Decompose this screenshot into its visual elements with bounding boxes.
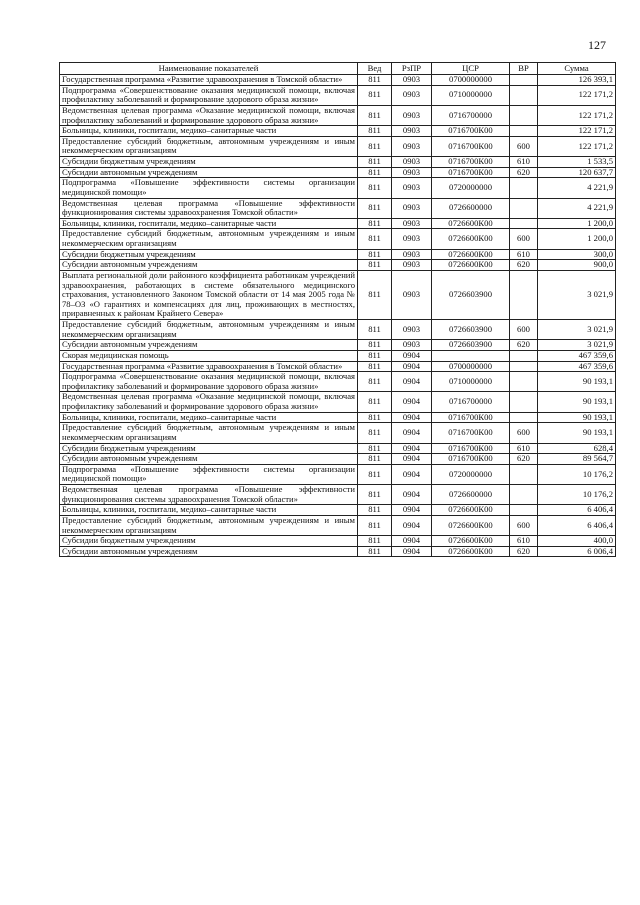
- cell-name: Больницы, клиники, госпитали, медико–санитарные части: [60, 412, 358, 423]
- table-row: [60, 546, 616, 557]
- cell-rzpr: 0903: [392, 126, 432, 137]
- cell-rzpr: 0904: [392, 423, 432, 443]
- cell-sum: 3 021,9: [538, 340, 616, 351]
- budget-table: [59, 62, 616, 557]
- cell-ved: 811: [358, 443, 392, 454]
- cell-name: Государственная программа «Развитие здравоохранения в Томской области»: [60, 75, 358, 86]
- cell-sum: 900,0: [538, 260, 616, 271]
- table-row: [60, 218, 616, 229]
- cell-vr: [510, 464, 538, 484]
- cell-name: Субсидии бюджетным учреждениям: [60, 536, 358, 547]
- cell-csr: 0720000000: [432, 464, 510, 484]
- cell-ved: 811: [358, 167, 392, 178]
- cell-vr: 620: [510, 260, 538, 271]
- cell-sum: 1 200,0: [538, 229, 616, 249]
- cell-sum: 10 176,2: [538, 464, 616, 484]
- cell-ved: 811: [358, 126, 392, 137]
- table-row: [60, 392, 616, 412]
- cell-csr: 0716700К00: [432, 443, 510, 454]
- table-row: [60, 423, 616, 443]
- table-body: [60, 75, 616, 557]
- cell-csr: 0726600К00: [432, 505, 510, 516]
- cell-name: Субсидии автономным учреждениям: [60, 167, 358, 178]
- cell-name: Субсидии бюджетным учреждениям: [60, 157, 358, 168]
- cell-ved: 811: [358, 229, 392, 249]
- cell-csr: 0716700К00: [432, 157, 510, 168]
- cell-rzpr: 0904: [392, 443, 432, 454]
- cell-vr: [510, 126, 538, 137]
- cell-sum: 6 006,4: [538, 546, 616, 557]
- header-rzpr: РзПР: [392, 63, 432, 75]
- cell-ved: 811: [358, 75, 392, 86]
- table-row: [60, 249, 616, 260]
- cell-ved: 811: [358, 412, 392, 423]
- cell-ved: 811: [358, 218, 392, 229]
- cell-vr: [510, 372, 538, 392]
- cell-vr: [510, 350, 538, 361]
- cell-vr: 610: [510, 536, 538, 547]
- cell-sum: 1 200,0: [538, 218, 616, 229]
- cell-name: Ведомственная целевая программа «Повышение эффективности функционирования системы здравоохранения Томской области»: [60, 198, 358, 218]
- cell-sum: 90 193,1: [538, 392, 616, 412]
- cell-csr: 0726600К00: [432, 229, 510, 249]
- table-row: [60, 85, 616, 105]
- cell-rzpr: 0903: [392, 157, 432, 168]
- cell-ved: 811: [358, 178, 392, 198]
- table-row: [60, 485, 616, 505]
- cell-name: Скорая медицинская помощь: [60, 350, 358, 361]
- cell-csr: [432, 350, 510, 361]
- cell-name: Выплата региональной доли районного коэффициента работникам учреждений здравоохранения, работающих в системе обязательного медицинского страхования, установленного Законом Томской области от 14 мая 2005 года № 78–ОЗ «О гарантиях и компенсациях для лиц, проживающих в местностях, приравненных к районам Крайнего Севера»: [60, 270, 358, 319]
- cell-rzpr: 0904: [392, 412, 432, 423]
- cell-sum: 90 193,1: [538, 412, 616, 423]
- cell-vr: [510, 105, 538, 125]
- cell-sum: 3 021,9: [538, 320, 616, 340]
- cell-rzpr: 0903: [392, 260, 432, 271]
- cell-vr: [510, 485, 538, 505]
- cell-ved: 811: [358, 392, 392, 412]
- cell-rzpr: 0903: [392, 105, 432, 125]
- cell-csr: 0726603900: [432, 320, 510, 340]
- cell-rzpr: 0904: [392, 464, 432, 484]
- cell-ved: 811: [358, 536, 392, 547]
- cell-sum: 6 406,4: [538, 515, 616, 535]
- cell-ved: 811: [358, 136, 392, 156]
- table-row: [60, 270, 616, 319]
- cell-name: Субсидии автономным учреждениям: [60, 260, 358, 271]
- cell-ved: 811: [358, 454, 392, 465]
- cell-rzpr: 0904: [392, 546, 432, 557]
- cell-vr: [510, 412, 538, 423]
- cell-vr: 620: [510, 546, 538, 557]
- cell-rzpr: 0903: [392, 249, 432, 260]
- cell-vr: [510, 178, 538, 198]
- cell-ved: 811: [358, 372, 392, 392]
- cell-csr: 0716700000: [432, 392, 510, 412]
- cell-name: Больницы, клиники, госпитали, медико–санитарные части: [60, 218, 358, 229]
- cell-rzpr: 0904: [392, 372, 432, 392]
- cell-csr: 0716700К00: [432, 423, 510, 443]
- cell-vr: 600: [510, 320, 538, 340]
- cell-sum: 6 406,4: [538, 505, 616, 516]
- cell-rzpr: 0903: [392, 218, 432, 229]
- cell-name: Предоставление субсидий бюджетным, автономным учреждениям и иным некоммерческим организациям: [60, 423, 358, 443]
- cell-sum: 400,0: [538, 536, 616, 547]
- table-row: [60, 105, 616, 125]
- table-row: [60, 126, 616, 137]
- cell-sum: 120 637,7: [538, 167, 616, 178]
- cell-csr: 0716700000: [432, 105, 510, 125]
- table-row: [60, 515, 616, 535]
- cell-name: Предоставление субсидий бюджетным, автономным учреждениям и иным некоммерческим организациям: [60, 229, 358, 249]
- cell-ved: 811: [358, 361, 392, 372]
- cell-csr: 0726600К00: [432, 536, 510, 547]
- cell-ved: 811: [358, 423, 392, 443]
- cell-rzpr: 0903: [392, 136, 432, 156]
- cell-csr: 0726603900: [432, 270, 510, 319]
- cell-sum: 122 171,2: [538, 105, 616, 125]
- cell-ved: 811: [358, 464, 392, 484]
- cell-name: Подпрограмма «Повышение эффективности системы организации медицинской помощи»: [60, 178, 358, 198]
- cell-sum: 89 564,7: [538, 454, 616, 465]
- cell-name: Субсидии автономным учреждениям: [60, 340, 358, 351]
- cell-rzpr: 0903: [392, 229, 432, 249]
- cell-sum: 122 171,2: [538, 126, 616, 137]
- cell-name: Ведомственная целевая программа «Повышение эффективности функционирования системы здравоохранения Томской области»: [60, 485, 358, 505]
- cell-vr: 610: [510, 249, 538, 260]
- cell-rzpr: 0904: [392, 361, 432, 372]
- cell-name: Предоставление субсидий бюджетным, автономным учреждениям и иным некоммерческим организациям: [60, 136, 358, 156]
- cell-vr: [510, 198, 538, 218]
- cell-name: Предоставление субсидий бюджетным, автономным учреждениям и иным некоммерческим организациям: [60, 515, 358, 535]
- cell-sum: 10 176,2: [538, 485, 616, 505]
- cell-csr: 0710000000: [432, 85, 510, 105]
- cell-name: Субсидии автономным учреждениям: [60, 546, 358, 557]
- cell-ved: 811: [358, 105, 392, 125]
- cell-ved: 811: [358, 198, 392, 218]
- cell-name: Ведомственная целевая программа «Оказание медицинской помощи, включая профилактику заболеваний и формирование здорового образа жизни»: [60, 392, 358, 412]
- cell-csr: 0716700К00: [432, 412, 510, 423]
- table-row: [60, 464, 616, 484]
- table-row: [60, 350, 616, 361]
- cell-csr: 0716700К00: [432, 126, 510, 137]
- cell-vr: 610: [510, 443, 538, 454]
- cell-sum: 4 221,9: [538, 198, 616, 218]
- cell-rzpr: 0903: [392, 340, 432, 351]
- cell-csr: 0720000000: [432, 178, 510, 198]
- table-row: [60, 167, 616, 178]
- cell-rzpr: 0903: [392, 167, 432, 178]
- cell-csr: 0716700К00: [432, 454, 510, 465]
- cell-rzpr: 0904: [392, 515, 432, 535]
- cell-name: Подпрограмма «Повышение эффективности системы организации медицинской помощи»: [60, 464, 358, 484]
- table-row: [60, 443, 616, 454]
- cell-csr: 0726600К00: [432, 546, 510, 557]
- cell-sum: 1 533,5: [538, 157, 616, 168]
- table-row: [60, 505, 616, 516]
- cell-sum: 4 221,9: [538, 178, 616, 198]
- cell-rzpr: 0903: [392, 75, 432, 86]
- cell-ved: 811: [358, 340, 392, 351]
- cell-ved: 811: [358, 485, 392, 505]
- table-row: [60, 361, 616, 372]
- cell-sum: 90 193,1: [538, 372, 616, 392]
- cell-csr: 0700000000: [432, 75, 510, 86]
- cell-rzpr: 0904: [392, 350, 432, 361]
- cell-ved: 811: [358, 249, 392, 260]
- cell-csr: 0716700К00: [432, 167, 510, 178]
- cell-vr: [510, 361, 538, 372]
- table-row: [60, 136, 616, 156]
- cell-csr: 0726600К00: [432, 218, 510, 229]
- cell-sum: 122 171,2: [538, 85, 616, 105]
- cell-rzpr: 0904: [392, 392, 432, 412]
- cell-sum: 3 021,9: [538, 270, 616, 319]
- cell-name: Субсидии бюджетным учреждениям: [60, 249, 358, 260]
- cell-vr: 600: [510, 229, 538, 249]
- table-row: [60, 412, 616, 423]
- page-number: 127: [588, 38, 606, 52]
- cell-vr: 600: [510, 423, 538, 443]
- cell-vr: 600: [510, 515, 538, 535]
- cell-vr: 600: [510, 136, 538, 156]
- cell-csr: 0716700К00: [432, 136, 510, 156]
- cell-rzpr: 0904: [392, 454, 432, 465]
- cell-rzpr: 0904: [392, 505, 432, 516]
- table-row: [60, 229, 616, 249]
- cell-vr: [510, 270, 538, 319]
- cell-csr: 0726600К00: [432, 260, 510, 271]
- table-row: [60, 536, 616, 547]
- table-row: [60, 454, 616, 465]
- header-csr: ЦСР: [432, 63, 510, 75]
- cell-vr: 620: [510, 167, 538, 178]
- cell-ved: 811: [358, 320, 392, 340]
- cell-name: Больницы, клиники, госпитали, медико–санитарные части: [60, 126, 358, 137]
- table-row: [60, 372, 616, 392]
- cell-ved: 811: [358, 270, 392, 319]
- cell-name: Подпрограмма «Совершенствование оказания медицинской помощи, включая профилактику заболеваний и формирование здорового образа жизни»: [60, 372, 358, 392]
- header-name: Наименование показателей: [60, 63, 358, 75]
- cell-name: Предоставление субсидий бюджетным, автономным учреждениям и иным некоммерческим организациям: [60, 320, 358, 340]
- cell-csr: 0726600000: [432, 198, 510, 218]
- cell-ved: 811: [358, 350, 392, 361]
- cell-vr: 620: [510, 454, 538, 465]
- cell-vr: [510, 505, 538, 516]
- cell-csr: 0726600000: [432, 485, 510, 505]
- table-row: [60, 260, 616, 271]
- cell-name: Подпрограмма «Совершенствование оказания медицинской помощи, включая профилактику заболеваний и формирование здорового образа жизни»: [60, 85, 358, 105]
- table-header-row: [60, 63, 616, 75]
- cell-rzpr: 0904: [392, 536, 432, 547]
- header-sum: Сумма: [538, 63, 616, 75]
- cell-ved: 811: [358, 546, 392, 557]
- cell-ved: 811: [358, 260, 392, 271]
- cell-rzpr: 0903: [392, 270, 432, 319]
- table-row: [60, 320, 616, 340]
- cell-vr: [510, 85, 538, 105]
- header-ved: Вед: [358, 63, 392, 75]
- cell-name: Ведомственная целевая программа «Оказание медицинской помощи, включая профилактику заболеваний и формирование здорового образа жизни»: [60, 105, 358, 125]
- cell-vr: 620: [510, 340, 538, 351]
- cell-sum: 122 171,2: [538, 136, 616, 156]
- cell-sum: 90 193,1: [538, 423, 616, 443]
- cell-ved: 811: [358, 157, 392, 168]
- cell-sum: 126 393,1: [538, 75, 616, 86]
- cell-name: Государственная программа «Развитие здравоохранения в Томской области»: [60, 361, 358, 372]
- cell-ved: 811: [358, 515, 392, 535]
- table-row: [60, 340, 616, 351]
- cell-csr: 0726600К00: [432, 515, 510, 535]
- cell-csr: 0700000000: [432, 361, 510, 372]
- cell-csr: 0710000000: [432, 372, 510, 392]
- cell-vr: [510, 75, 538, 86]
- table-row: [60, 75, 616, 86]
- cell-rzpr: 0903: [392, 198, 432, 218]
- cell-csr: 0726600К00: [432, 249, 510, 260]
- cell-name: Больницы, клиники, госпитали, медико–санитарные части: [60, 505, 358, 516]
- table-row: [60, 198, 616, 218]
- cell-sum: 628,4: [538, 443, 616, 454]
- cell-name: Субсидии бюджетным учреждениям: [60, 443, 358, 454]
- cell-vr: [510, 218, 538, 229]
- header-vr: ВР: [510, 63, 538, 75]
- cell-ved: 811: [358, 85, 392, 105]
- cell-sum: 467 359,6: [538, 361, 616, 372]
- table-row: [60, 157, 616, 168]
- cell-vr: 610: [510, 157, 538, 168]
- cell-ved: 811: [358, 505, 392, 516]
- cell-vr: [510, 392, 538, 412]
- cell-name: Субсидии автономным учреждениям: [60, 454, 358, 465]
- cell-sum: 300,0: [538, 249, 616, 260]
- cell-rzpr: 0903: [392, 178, 432, 198]
- cell-rzpr: 0903: [392, 85, 432, 105]
- table-row: [60, 178, 616, 198]
- cell-sum: 467 359,6: [538, 350, 616, 361]
- cell-rzpr: 0904: [392, 485, 432, 505]
- cell-rzpr: 0903: [392, 320, 432, 340]
- cell-csr: 0726603900: [432, 340, 510, 351]
